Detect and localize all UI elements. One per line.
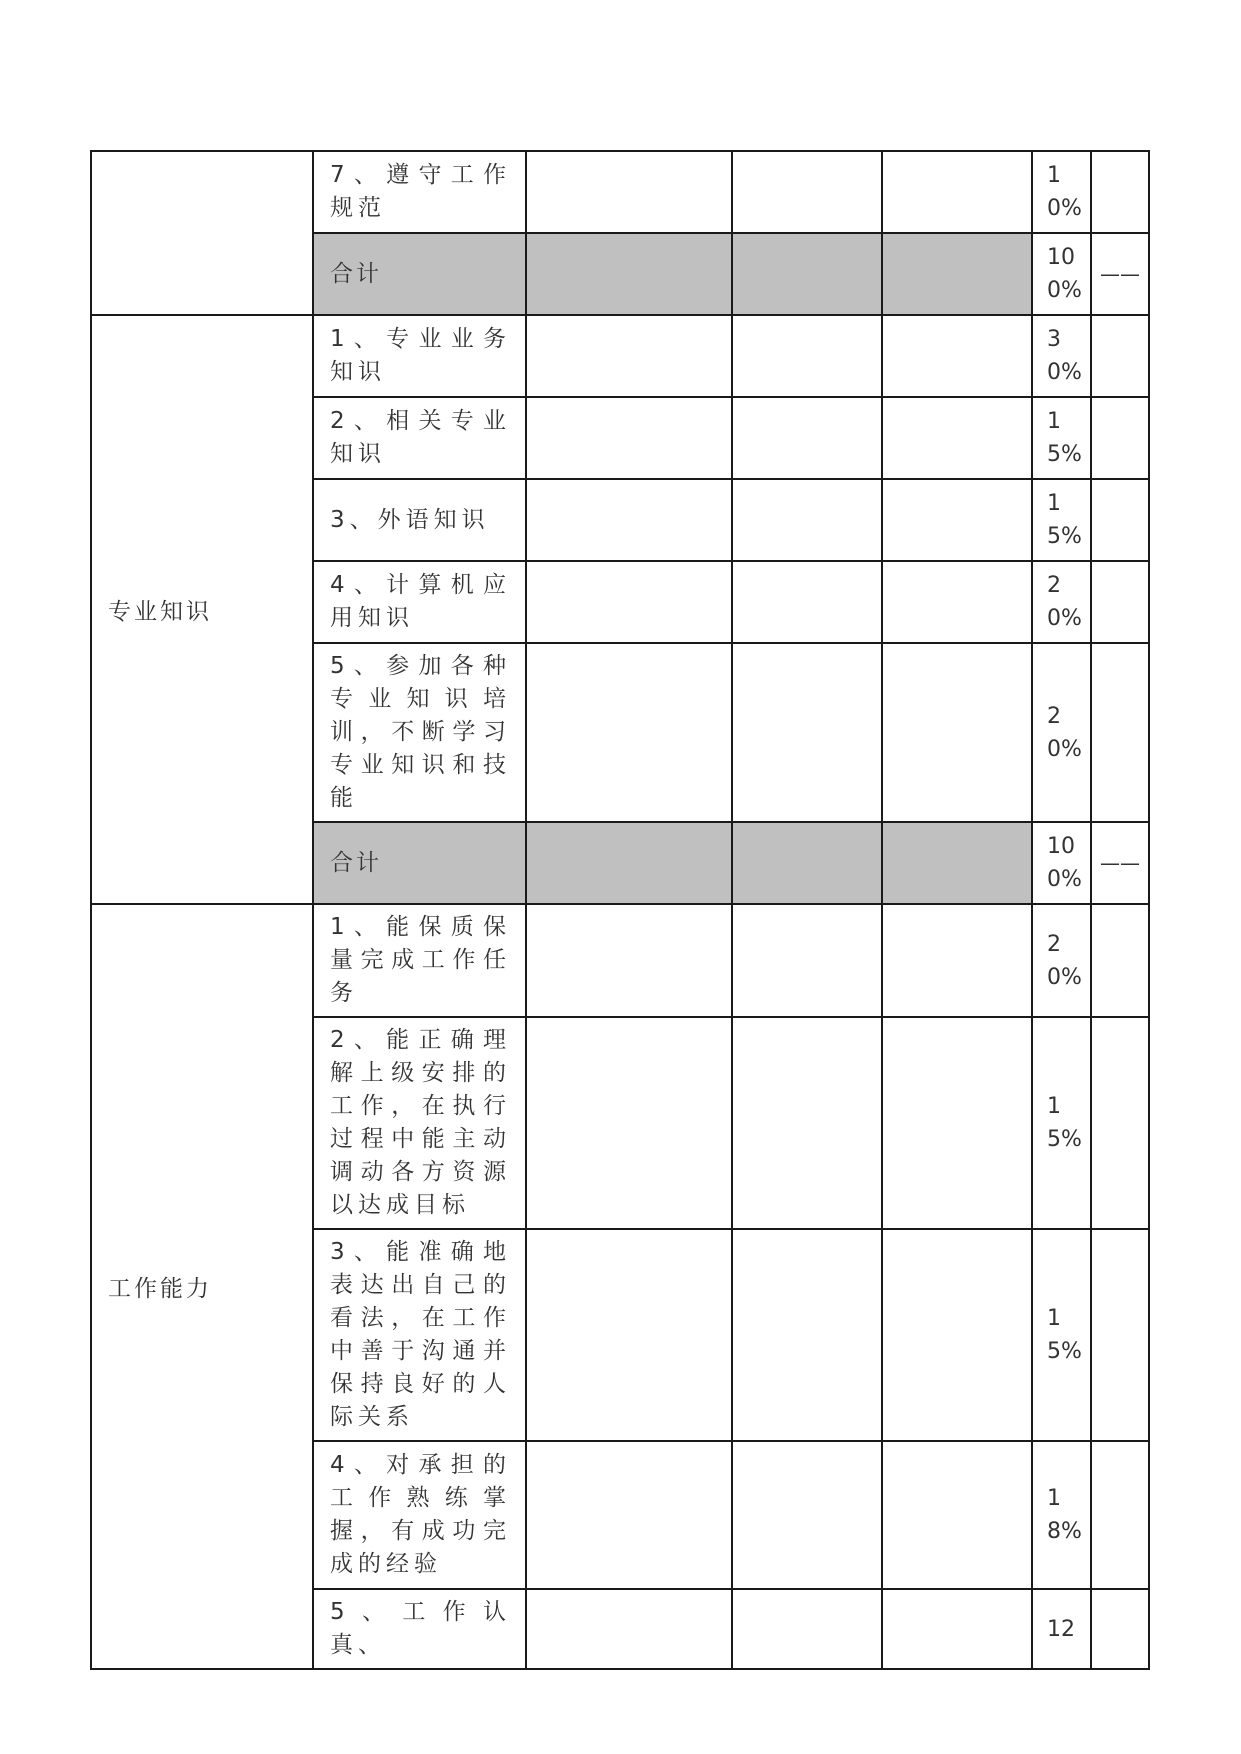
- weight-cell: 15%: [1032, 479, 1091, 561]
- score-cell: [732, 315, 882, 397]
- score-cell: [732, 822, 882, 904]
- remark-cell: [1091, 904, 1149, 1017]
- score-cell: [732, 397, 882, 479]
- remark-cell: [1091, 1441, 1149, 1589]
- score-cell: [882, 151, 1032, 233]
- weight-cell: 12: [1032, 1589, 1091, 1669]
- table-row: [91, 904, 1149, 1017]
- item-cell: 5、参加各种专业知识培训，不断学习专业知识和技能: [313, 643, 526, 822]
- item-cell: 5、工作认真、: [313, 1589, 526, 1669]
- score-cell: [732, 1017, 882, 1229]
- item-cell: 4、计算机应用知识: [313, 561, 526, 643]
- score-cell: [882, 315, 1032, 397]
- score-cell: [882, 1589, 1032, 1669]
- category-cell: [91, 151, 313, 315]
- remark-cell: [1091, 397, 1149, 479]
- category-cell: 工作能力: [91, 904, 313, 1669]
- score-cell: [732, 151, 882, 233]
- score-cell: [526, 822, 732, 904]
- remark-cell: [1091, 643, 1149, 822]
- weight-cell: 18%: [1032, 1441, 1091, 1589]
- score-cell: [526, 1017, 732, 1229]
- table-row: [91, 151, 1149, 233]
- score-cell: [526, 904, 732, 1017]
- table-body: [91, 151, 1149, 1669]
- score-cell: [882, 643, 1032, 822]
- score-cell: [526, 561, 732, 643]
- item-cell: 4、对承担的工作熟练掌握，有成功完成的经验: [313, 1441, 526, 1589]
- remark-cell: [1091, 1017, 1149, 1229]
- remark-cell: [1091, 561, 1149, 643]
- table-row: [91, 315, 1149, 397]
- score-cell: [732, 479, 882, 561]
- weight-cell: 20%: [1032, 561, 1091, 643]
- weight-cell: 30%: [1032, 315, 1091, 397]
- score-cell: [732, 233, 882, 315]
- item-cell: 2、能正确理解上级安排的工作，在执行过程中能主动调动各方资源以达成目标: [313, 1017, 526, 1229]
- remark-cell: ——: [1091, 233, 1149, 315]
- score-cell: [732, 1589, 882, 1669]
- score-cell: [526, 151, 732, 233]
- score-cell: [732, 1229, 882, 1441]
- remark-cell: [1091, 479, 1149, 561]
- weight-cell: 100%: [1032, 233, 1091, 315]
- score-cell: [882, 904, 1032, 1017]
- score-cell: [732, 643, 882, 822]
- score-cell: [526, 1441, 732, 1589]
- remark-cell: [1091, 1229, 1149, 1441]
- category-cell: 专业知识: [91, 315, 313, 904]
- score-cell: [882, 561, 1032, 643]
- score-cell: [882, 1017, 1032, 1229]
- score-cell: [526, 315, 732, 397]
- item-cell: 7、遵守工作规范: [313, 151, 526, 233]
- total-label: 合计: [313, 822, 526, 904]
- item-cell: 1、能保质保量完成工作任务: [313, 904, 526, 1017]
- score-cell: [526, 1229, 732, 1441]
- score-cell: [732, 1441, 882, 1589]
- item-cell: 1、专业业务知识: [313, 315, 526, 397]
- score-cell: [526, 397, 732, 479]
- score-cell: [882, 397, 1032, 479]
- score-cell: [882, 233, 1032, 315]
- score-cell: [526, 1589, 732, 1669]
- remark-cell: [1091, 151, 1149, 233]
- score-cell: [882, 1441, 1032, 1589]
- item-cell: 3、外语知识: [313, 479, 526, 561]
- weight-cell: 100%: [1032, 822, 1091, 904]
- remark-cell: [1091, 1589, 1149, 1669]
- weight-cell: 15%: [1032, 1229, 1091, 1441]
- score-cell: [526, 479, 732, 561]
- remark-cell: ——: [1091, 822, 1149, 904]
- score-cell: [732, 561, 882, 643]
- weight-cell: 15%: [1032, 1017, 1091, 1229]
- weight-cell: 15%: [1032, 397, 1091, 479]
- item-cell: 2、相关专业知识: [313, 397, 526, 479]
- score-cell: [526, 233, 732, 315]
- score-cell: [526, 643, 732, 822]
- score-cell: [732, 904, 882, 1017]
- score-cell: [882, 822, 1032, 904]
- item-cell: 3、能准确地表达出自己的看法，在工作中善于沟通并保持良好的人际关系: [313, 1229, 526, 1441]
- total-label: 合计: [313, 233, 526, 315]
- score-cell: [882, 479, 1032, 561]
- remark-cell: [1091, 315, 1149, 397]
- weight-cell: 10%: [1032, 151, 1091, 233]
- weight-cell: 20%: [1032, 643, 1091, 822]
- score-cell: [882, 1229, 1032, 1441]
- evaluation-table: [90, 150, 1150, 1670]
- weight-cell: 20%: [1032, 904, 1091, 1017]
